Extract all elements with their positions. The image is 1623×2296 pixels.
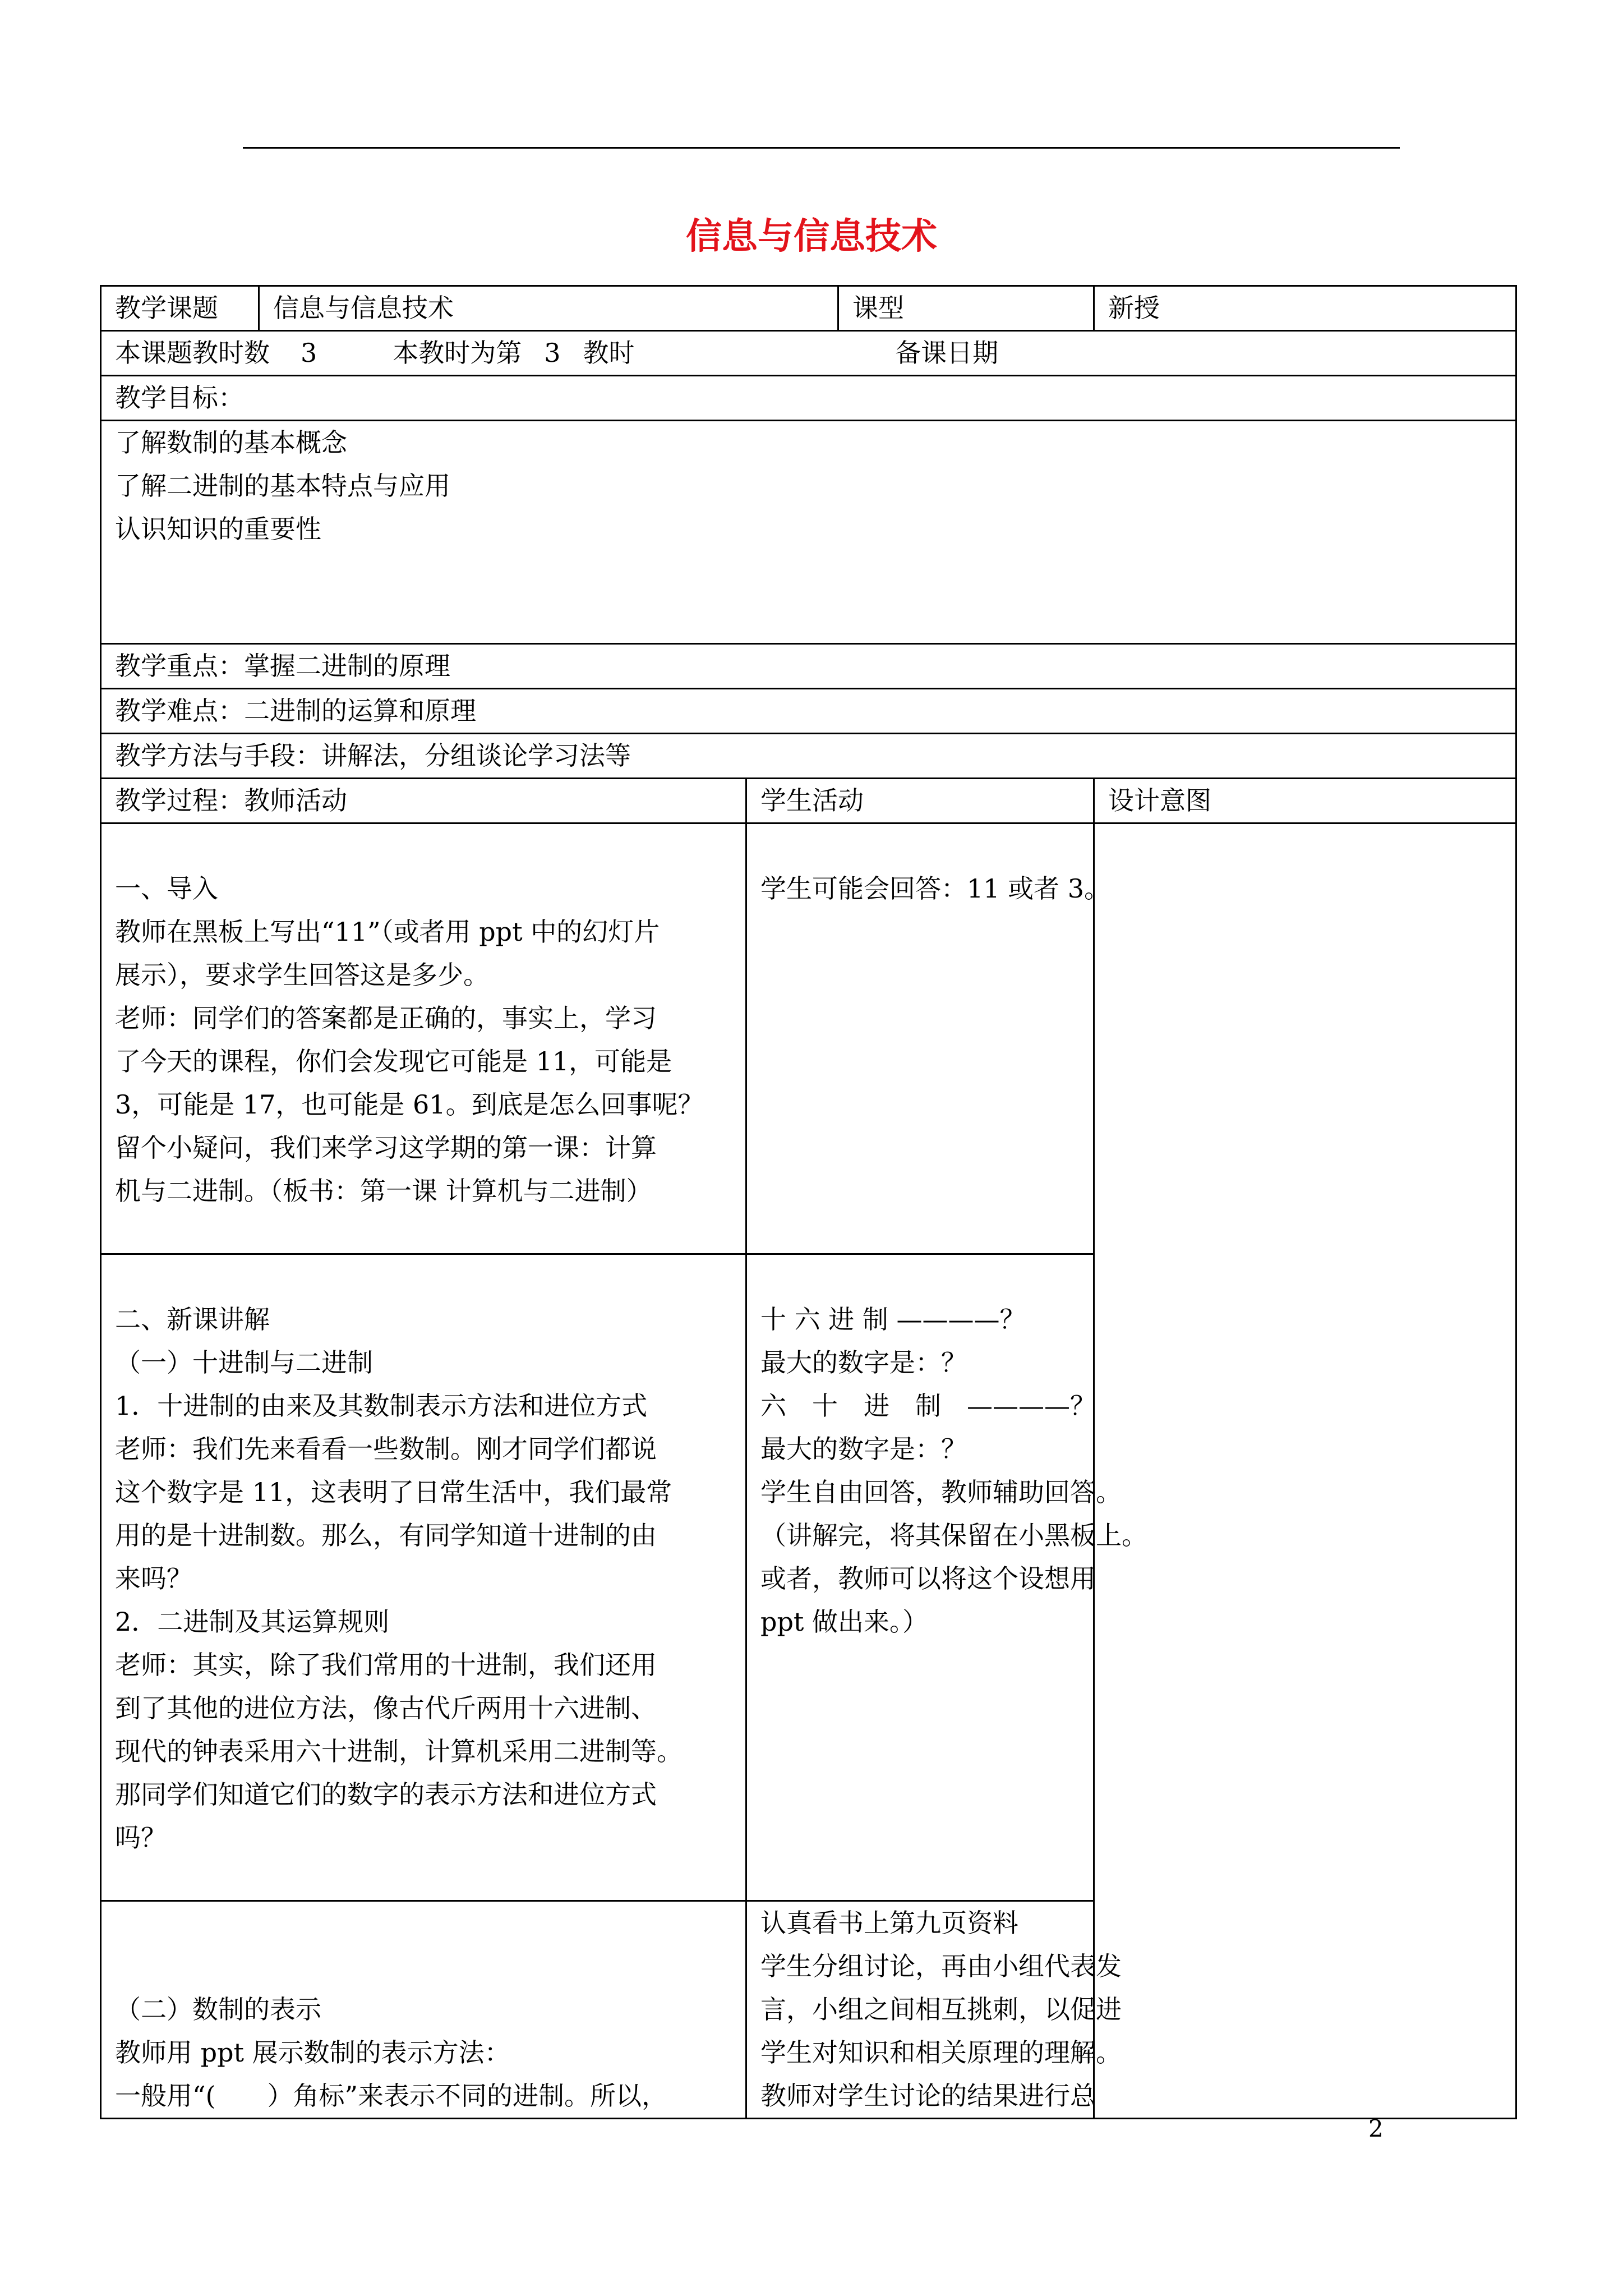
goal-item: 认识知识的重要性 [115, 514, 321, 544]
representation-student-line: 认真看书上第九页资料 [760, 1908, 1018, 1938]
method-text: 教学方法与手段：讲解法，分组谈论学习法等 [101, 734, 1516, 779]
new-lesson-text-line: 1．十进制的由来及其数制表示方法和进位方式 [115, 1391, 648, 1421]
new-lesson-text-line: 2．二进制及其运算规则 [115, 1607, 390, 1637]
topic-row [101, 286, 1516, 331]
student-text-line: ppt 做出来。） [760, 1607, 928, 1637]
lesson-plan-table [100, 285, 1517, 2119]
intro-text-line: 教师在黑板上写出“11”（或者用 ppt 中的幻灯片 [115, 917, 660, 947]
intro-row [101, 823, 1516, 1254]
topic-label: 教学课题 [101, 286, 259, 331]
hours-cell [101, 331, 1516, 376]
student-activity-header: 学生活动 [746, 779, 1094, 823]
teacher-activity-header: 教学过程：教师活动 [101, 779, 746, 823]
total-hours-value: 3 [300, 338, 317, 368]
intro-text-line: 留个小疑问，我们来学习这学期的第一课：计算 [115, 1133, 657, 1163]
new-lesson-text-line: 现代的钟表采用六十进制，计算机采用二进制等。 [115, 1736, 683, 1766]
student-text-line: （讲解完，将其保留在小黑板上。 [760, 1520, 1147, 1550]
intro-text-line: 展示），要求学生回答这是多少。 [115, 960, 489, 990]
new-lesson-text-line: 老师：我们先来看看一些数制。刚才同学们都说 [115, 1434, 657, 1464]
goals-list [101, 421, 1516, 644]
type-value: 新授 [1094, 286, 1516, 331]
prep-date-label: 备课日期 [895, 338, 999, 368]
goals-row [101, 421, 1516, 644]
goal-item: 了解二进制的基本特点与应用 [115, 471, 450, 501]
current-hour-label: 本教时为第 [393, 338, 522, 368]
student-text-line: 最大的数字是：？ [760, 1347, 967, 1378]
student-text-line: 学生自由回答，教师辅助回答。 [760, 1477, 1122, 1507]
design-intent-header: 设计意图 [1094, 779, 1516, 823]
type-label: 课型 [838, 286, 1094, 331]
difficulty-row [101, 689, 1516, 734]
method-row [101, 734, 1516, 779]
header-rule [243, 147, 1400, 149]
new-lesson-text-line: 吗？ [115, 1823, 167, 1853]
representation-text-line: 教师用 ppt 展示数制的表示方法： [115, 2037, 510, 2068]
intro-teacher-cell [101, 823, 746, 1254]
intro-student-cell [746, 823, 1110, 1254]
goal-item: 了解数制的基本概念 [115, 427, 347, 458]
intro-text-line: 老师：同学们的答案都是正确的，事实上，学习 [115, 1003, 657, 1033]
representation-text-line: 一般用“( ）角标”来表示不同的进制。所以， [115, 2081, 667, 2111]
student-text-line: 或者，教师可以将这个设想用 [760, 1563, 1096, 1594]
student-text-line: 最大的数字是：？ [760, 1434, 967, 1464]
intro-text-line: 机与二进制。（板书：第一课 计算机与二进制） [115, 1176, 652, 1206]
page-number: 2 [1368, 2115, 1384, 2142]
new-lesson-text-line: 老师：其实，除了我们常用的十进制，我们还用 [115, 1650, 657, 1680]
intro-student-line: 学生可能会回答：11 或者 3。 [760, 873, 1110, 904]
representation-student-line: 教师对学生讨论的结果进行总 [760, 2081, 1096, 2111]
goals-label: 教学目标： [101, 376, 1516, 421]
new-lesson-subheading: （一）十进制与二进制 [115, 1347, 373, 1378]
difficulty-text: 教学难点：二进制的运算和原理 [101, 689, 1516, 734]
new-lesson-text-line: 来吗？ [115, 1563, 192, 1594]
total-hours-label: 本课题教时数 [115, 338, 270, 368]
representation-teacher-cell [101, 1901, 746, 2119]
hours-row [101, 331, 1516, 376]
document-title: 信息与信息技术 [686, 216, 937, 257]
intro-text-line: 了今天的课程，你们会发现它可能是 11，可能是 [115, 1046, 672, 1076]
representation-student-line: 学生对知识和相关原理的理解。 [760, 2037, 1122, 2068]
new-lesson-student-cell [746, 1254, 1147, 1901]
new-lesson-text-line: 那同学们知道它们的数字的表示方法和进位方式 [115, 1779, 657, 1810]
intro-heading: 一、导入 [115, 873, 218, 904]
topic-value: 信息与信息技术 [259, 286, 838, 331]
representation-student-line: 言，小组之间相互挑刺，以促进 [760, 1994, 1122, 2024]
student-text-line: 六 十 进 制 ————？ [760, 1391, 1096, 1421]
representation-heading: （二）数制的表示 [115, 1994, 321, 2024]
new-lesson-text-line: 用的是十进制数。那么，有同学知道十进制的由 [115, 1520, 657, 1550]
current-hour-suffix: 教时 [583, 338, 635, 368]
intro-text-line: 3，可能是 17，也可能是 61。到底是怎么回事呢？ [115, 1089, 704, 1120]
current-hour-value: 3 [544, 338, 561, 368]
process-header-row [101, 779, 1516, 823]
representation-student-line: 学生分组讨论，再由小组代表发 [760, 1951, 1122, 1981]
goals-label-row [101, 376, 1516, 421]
representation-student-cell [746, 1901, 1122, 2119]
design-intent-cell [1094, 823, 1516, 2119]
new-lesson-text-line: 这个数字是 11，这表明了日常生活中，我们最常 [115, 1477, 672, 1507]
student-text-line: 十 六 进 制 ————？ [760, 1304, 1026, 1335]
new-lesson-heading: 二、新课讲解 [115, 1304, 270, 1335]
focus-text: 教学重点：掌握二进制的原理 [101, 644, 1516, 689]
new-lesson-text-line: 到了其他的进位方法，像古代斤两用十六进制、 [115, 1693, 657, 1723]
new-lesson-teacher-cell [101, 1254, 746, 1901]
focus-row [101, 644, 1516, 689]
